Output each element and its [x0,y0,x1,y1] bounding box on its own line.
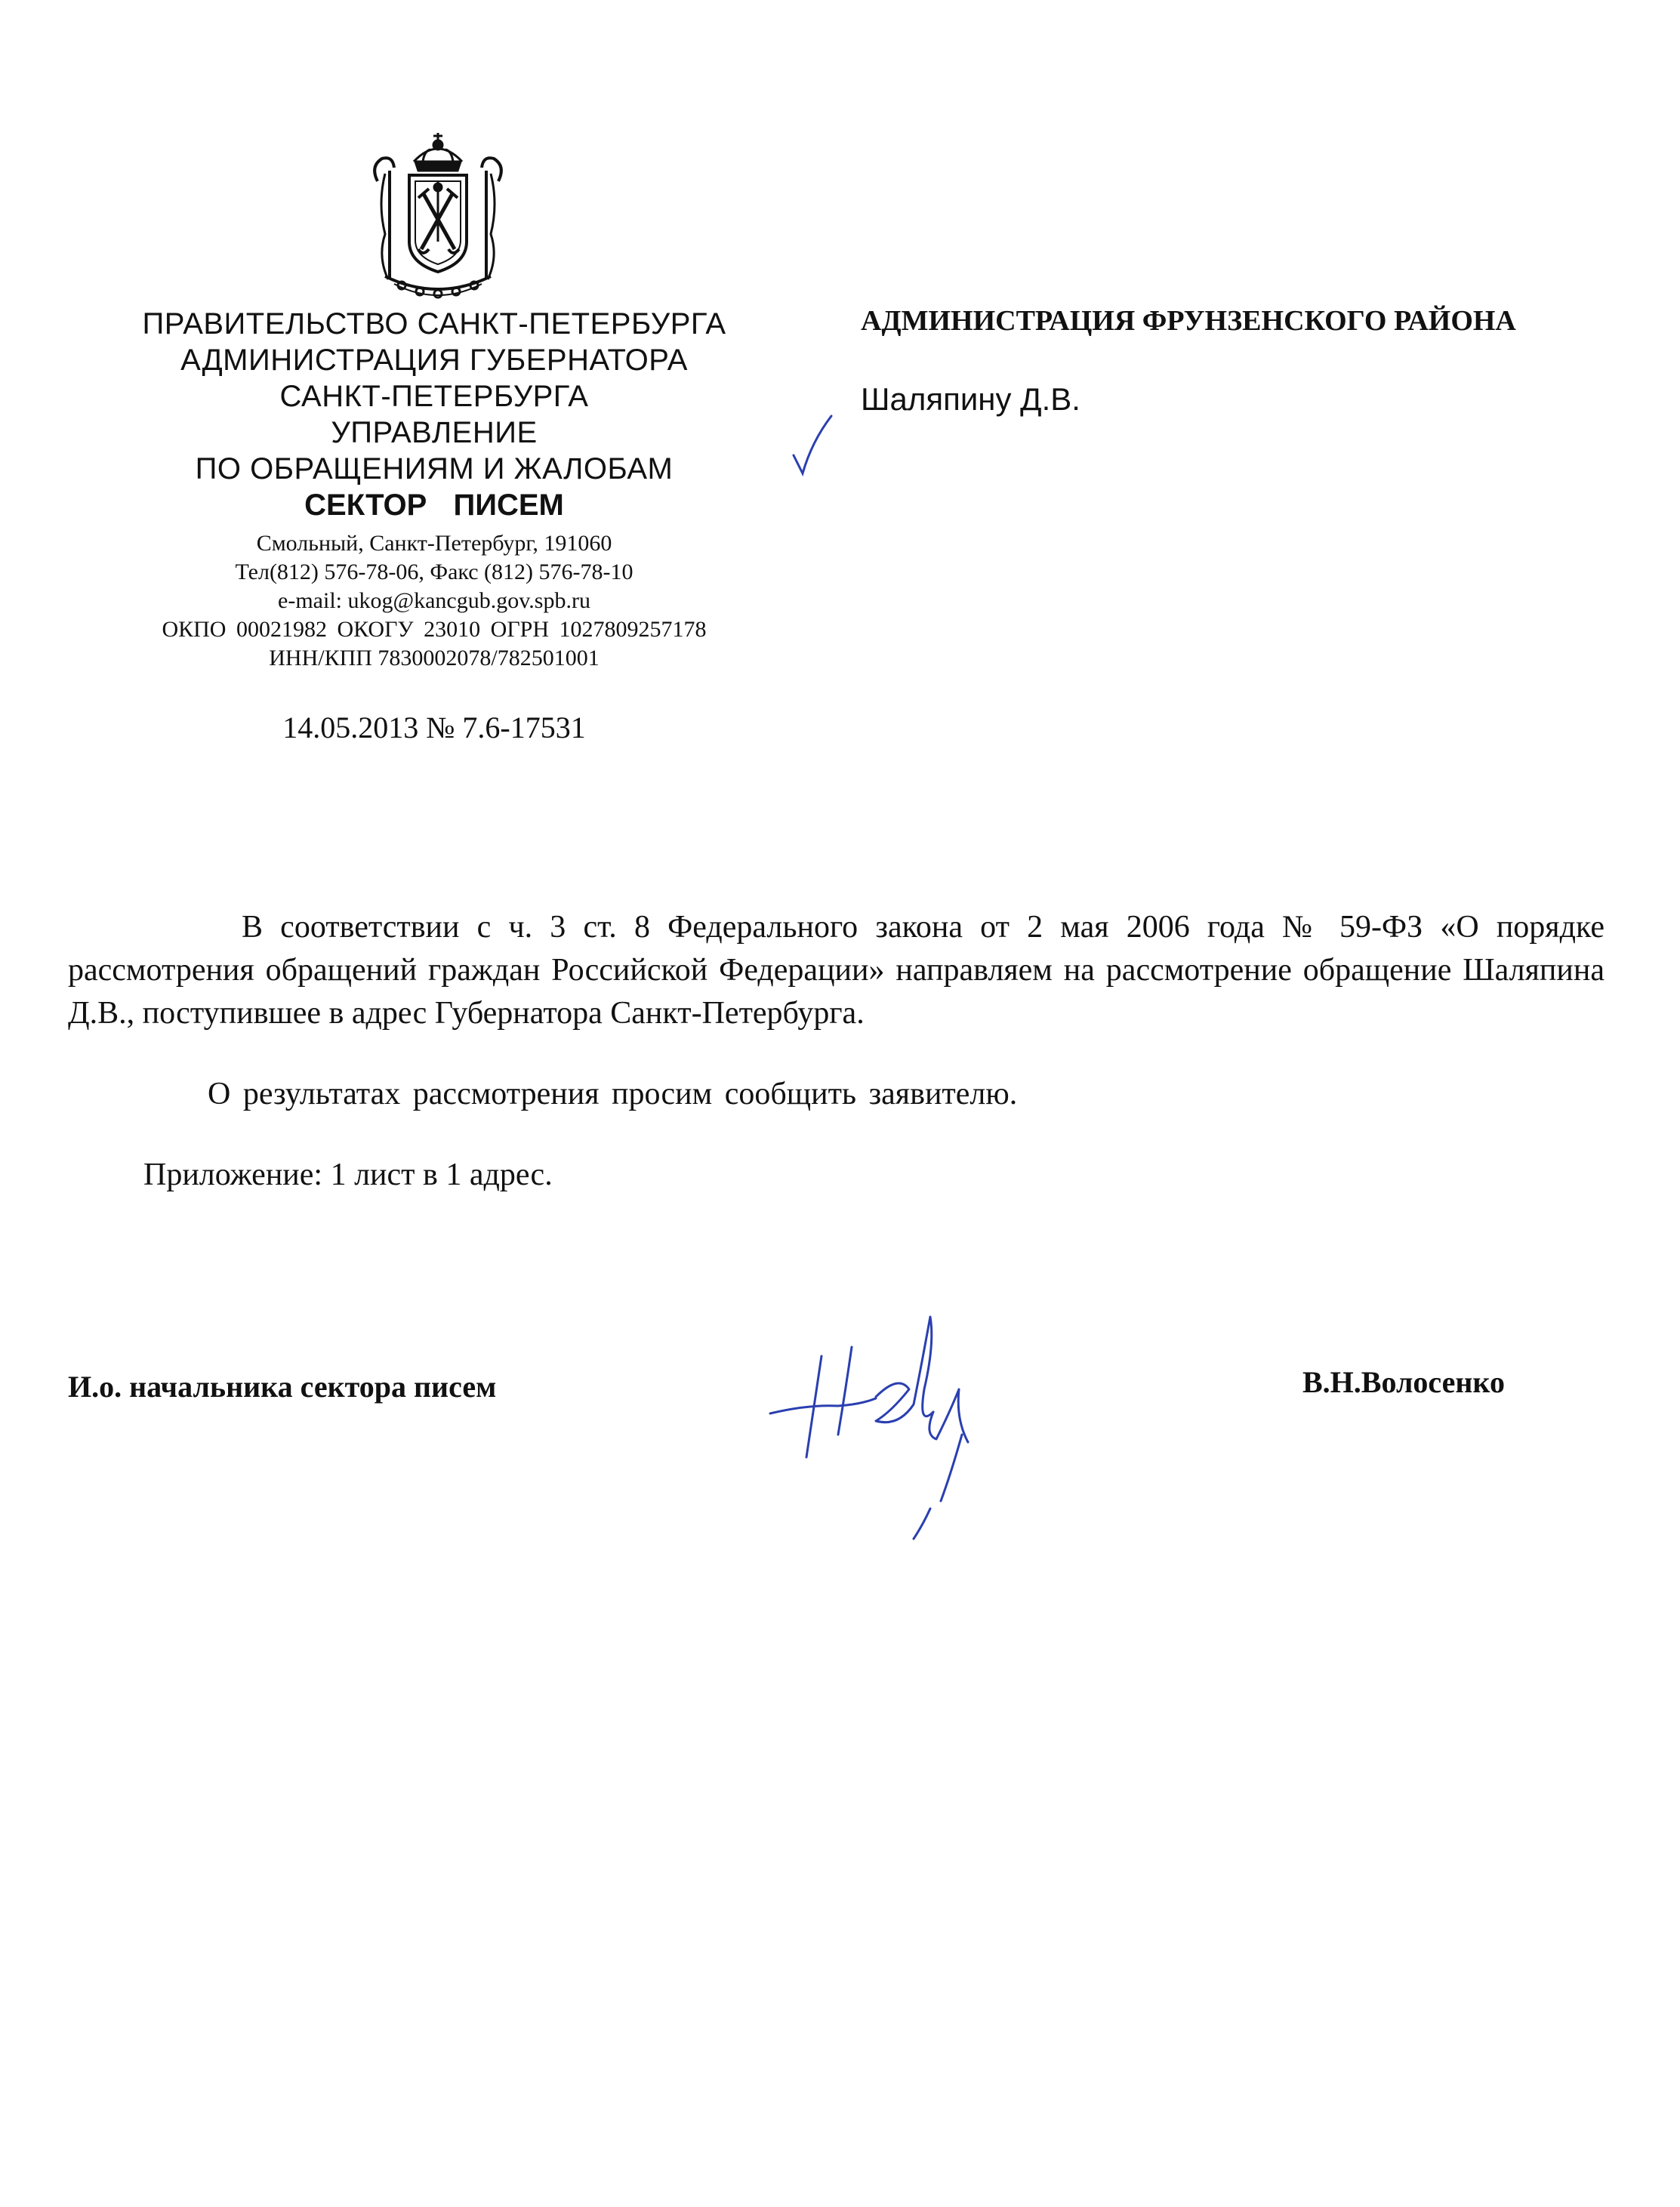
outgoing-reference: 14.05.2013 № 7.6-17531 [282,710,586,744]
signer-name: В.Н.Волосенко [1302,1365,1505,1399]
recipient-block [861,302,1525,418]
sender-codes: ОКПО 00021982 ОКОГУ 23010 ОГРН 1027809257178 [162,617,707,642]
signer-title: И.о. начальника сектора писем [68,1370,497,1404]
sender-line: ПРАВИТЕЛЬСТВО САНКТ-ПЕТЕРБУРГА [142,307,726,341]
sender-phone-fax: Тел(812) 576-78-06, Факс (812) 576-78-10 [235,559,633,584]
letter-body [68,906,1604,1197]
sender-line: АДМИНИСТРАЦИЯ ГУБЕРНАТОРА [180,344,688,377]
handwritten-signature [763,1299,1034,1555]
sender-email: e-mail: ukog@kancgub.gov.spb.ru [278,588,590,613]
checkmark-icon [789,412,834,479]
sender-address: Смольный, Санкт-Петербург, 191060 [256,531,612,556]
sender-line: УПРАВЛЕНИЕ [331,416,538,449]
body-paragraph-request: О результатах рассмотрения просим сообщить заявителю. [208,1077,1018,1111]
attachment-note: Приложение: 1 лист в 1 адрес. [143,1157,553,1192]
coat-of-arms-icon [355,128,521,302]
sender-inn-kpp: ИНН/КПП 7830002078/782501001 [269,646,600,670]
sender-line: ПО ОБРАЩЕНИЯМ И ЖАЛОБАМ [195,452,674,485]
recipient-organization: АДМИНИСТРАЦИЯ ФРУНЗЕНСКОГО РАЙОНА [861,305,1516,337]
recipient-name: Шаляпину Д.В. [861,381,1080,417]
body-paragraph-main: В соответствии с ч. 3 ст. 8 Федерального закона от 2 мая 2006 года № 59-ФЗ «О порядке рассмотрения обращений граждан Российской Федерации» направляем на рассмотрение обращение Шаляпина Д.В., поступившее в адрес Губернатора Санкт-Петербурга. [68,910,1604,1031]
sender-block [109,306,759,673]
sender-sector: СЕКТОР ПИСЕМ [304,489,564,522]
sender-line: САНКТ-ПЕТЕРБУРГА [279,380,589,413]
